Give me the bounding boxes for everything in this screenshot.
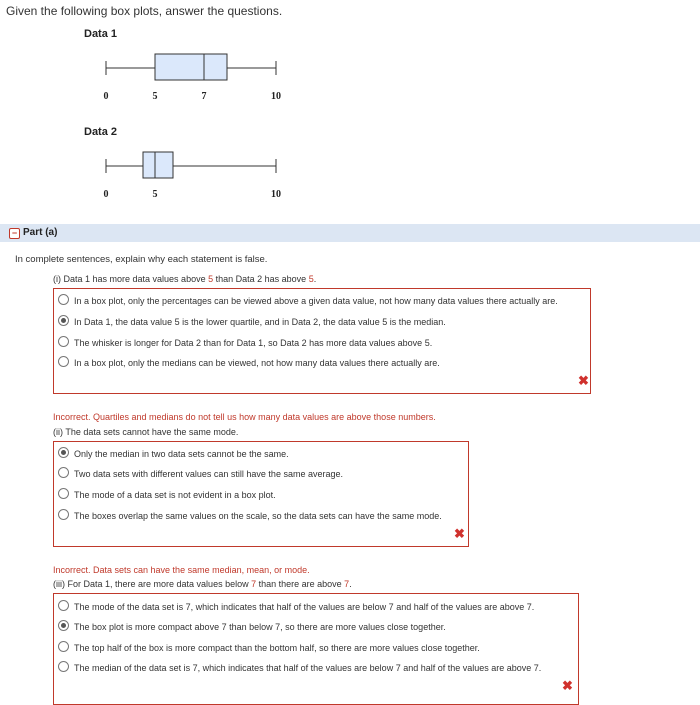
option-i-4[interactable] — [58, 356, 440, 368]
tick-label: 7 — [201, 91, 207, 102]
question-highlight: 5 — [208, 274, 214, 284]
option-label: The mode of the data set is 7, which indicates that half of the values are below 7 and half of the values are above 7. — [74, 602, 535, 612]
feedback-ii: Incorrect. Data sets can have the same median, mean, or mode. — [53, 565, 310, 575]
option-label: The boxes overlap the same values on the scale, so the data sets can have the same mode. — [74, 511, 442, 521]
option-label: The box plot is more compact above 7 than below 7, so there are more values close together. — [74, 622, 446, 632]
tick-label: 0 — [103, 91, 109, 102]
radio-button[interactable] — [58, 600, 69, 611]
tick-label: 5 — [152, 189, 158, 200]
option-iii-4[interactable] — [58, 661, 541, 673]
option-label: The median of the data set is 7, which indicates that half of the values are below 7 and half of the values are above 7. — [74, 663, 542, 673]
tick-label: 10 — [271, 189, 281, 200]
tick-label: 10 — [271, 91, 281, 102]
option-label: The mode of a data set is not evident in a box plot. — [74, 490, 276, 500]
radio-button[interactable] — [58, 467, 69, 478]
radio-button[interactable] — [58, 356, 69, 367]
box-plot-data-2 — [0, 146, 320, 206]
plot-title-data-2: Data 2 — [84, 126, 118, 138]
answer-box-i — [53, 288, 591, 394]
radio-button[interactable] — [58, 661, 69, 672]
box — [143, 152, 173, 178]
option-ii-3[interactable] — [58, 488, 276, 500]
option-label: Only the median in two data sets cannot be the same. — [74, 449, 289, 459]
option-label: Two data sets with different values can still have the same average. — [74, 469, 343, 479]
option-ii-1[interactable] — [58, 447, 289, 459]
x-mark-icon: ✖ — [578, 373, 589, 388]
option-iii-2[interactable] — [58, 620, 446, 632]
option-i-3[interactable] — [58, 336, 432, 348]
feedback-i: Incorrect. Quartiles and medians do not tell us how many data values are above those numbers. — [53, 412, 436, 422]
radio-button[interactable] — [58, 336, 69, 347]
question-iii — [53, 579, 352, 589]
question-ii: (ii) The data sets cannot have the same mode. — [53, 427, 239, 437]
part-label: Part (a) — [23, 227, 58, 238]
radio-button-selected[interactable] — [58, 620, 69, 631]
option-label: The top half of the box is more compact than the bottom half, so there are more values close together. — [74, 643, 480, 653]
part-a-header[interactable] — [0, 224, 700, 242]
radio-button[interactable] — [58, 488, 69, 499]
question-highlight: 5 — [308, 274, 314, 284]
box — [155, 54, 227, 80]
intro-text: Given the following box plots, answer the questions. — [6, 4, 283, 18]
box-plot-data-1 — [0, 48, 320, 108]
question-highlight: 7 — [344, 579, 350, 589]
question-i — [53, 274, 316, 284]
option-i-1[interactable] — [58, 294, 558, 306]
option-iii-3[interactable] — [58, 641, 480, 653]
radio-button[interactable] — [58, 294, 69, 305]
tick-label: 5 — [152, 91, 158, 102]
option-ii-4[interactable] — [58, 509, 442, 521]
option-ii-2[interactable] — [58, 467, 343, 479]
instruction-text: In complete sentences, explain why each statement is false. — [15, 254, 268, 265]
option-label: In a box plot, only the percentages can be viewed above a given data value, not how many data values there actually are. — [74, 296, 558, 306]
x-mark-icon: ✖ — [562, 678, 573, 693]
question-text: (iii) For Data 1, there are more data values below — [53, 579, 252, 589]
radio-button[interactable] — [58, 509, 69, 520]
option-iii-1[interactable] — [58, 600, 534, 612]
tick-label: 0 — [103, 189, 109, 200]
option-label: In Data 1, the data value 5 is the lower quartile, and in Data 2, the data value 5 is the median. — [74, 317, 446, 327]
plot-title-data-1: Data 1 — [84, 28, 118, 40]
question-highlight: 7 — [251, 579, 257, 589]
question-text: . — [349, 579, 352, 589]
question-text: . — [313, 274, 317, 284]
minus-box-icon[interactable]: − — [9, 228, 20, 239]
option-label: The whisker is longer for Data 2 than for Data 1, so Data 2 has more data values above 5. — [74, 338, 433, 348]
option-i-2[interactable] — [58, 315, 446, 327]
question-text: than Data 2 has above — [213, 274, 309, 284]
radio-button-selected[interactable] — [58, 315, 69, 326]
option-label: In a box plot, only the medians can be viewed, not how many data values there actually are. — [74, 358, 440, 368]
radio-button[interactable] — [58, 641, 69, 652]
question-text: than there are above — [256, 579, 345, 589]
radio-button-selected[interactable] — [58, 447, 69, 458]
answer-box-iii — [53, 593, 579, 705]
answer-box-ii — [53, 441, 469, 547]
question-text: (i) Data 1 has more data values above — [53, 274, 209, 284]
x-mark-icon: ✖ — [454, 526, 465, 541]
